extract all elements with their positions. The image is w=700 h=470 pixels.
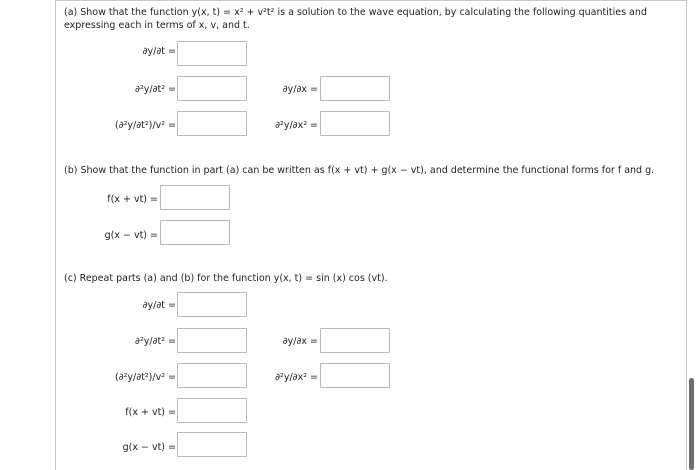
a-dy-dt-input[interactable]	[177, 41, 247, 66]
a-d2y-dx2-input[interactable]	[320, 111, 390, 136]
c-d2y-dt2-over-v2-input[interactable]	[177, 363, 247, 388]
c-g-input[interactable]	[177, 432, 247, 457]
b-g-label: g(x − vt) =	[104, 230, 158, 241]
c-d2y-dt2-over-v2-label: (∂²y/∂t²)/v² =	[114, 372, 176, 383]
c-dy-dt-input[interactable]	[177, 292, 247, 317]
a-d2y-dx2-label: ∂²y/∂x² =	[275, 120, 318, 131]
a-dy-dx-label: ∂y/∂x =	[282, 84, 318, 95]
part-a-prompt-line2: expressing each in terms of x, v, and t.	[64, 20, 250, 31]
c-dy-dt-label: ∂y/∂t =	[142, 300, 176, 311]
a-dy-dx-input[interactable]	[320, 76, 390, 101]
vertical-scrollbar[interactable]	[689, 378, 694, 470]
c-d2y-dx2-input[interactable]	[320, 363, 390, 388]
c-d2y-dt2-input[interactable]	[177, 328, 247, 353]
c-f-label: f(x + vt) =	[125, 407, 176, 418]
c-f-input[interactable]	[177, 398, 247, 423]
part-a-prompt-line1: (a) Show that the function y(x, t) = x² + v²t² is a solution to the wave equation, by calculating the following quantities and	[64, 7, 647, 18]
a-d2y-dt2-input[interactable]	[177, 76, 247, 101]
c-dy-dx-label: ∂y/∂x =	[282, 336, 318, 347]
a-d2y-dt2-label: ∂²y/∂t² =	[135, 84, 176, 95]
a-d2y-dt2-over-v2-label: (∂²y/∂t²)/v² =	[114, 120, 176, 131]
c-dy-dx-input[interactable]	[320, 328, 390, 353]
b-f-input[interactable]	[160, 185, 230, 210]
c-g-label: g(x − vt) =	[122, 442, 176, 453]
part-b-prompt: (b) Show that the function in part (a) can be written as f(x + vt) + g(x − vt), and determine the functional forms for f and g.	[64, 165, 655, 176]
c-d2y-dx2-label: ∂²y/∂x² =	[275, 372, 318, 383]
a-dy-dt-label: ∂y/∂t =	[142, 46, 176, 57]
c-d2y-dt2-label: ∂²y/∂t² =	[135, 336, 176, 347]
b-f-label: f(x + vt) =	[107, 194, 158, 205]
part-c-prompt: (c) Repeat parts (a) and (b) for the function y(x, t) = sin (x) cos (vt).	[64, 273, 388, 284]
b-g-input[interactable]	[160, 220, 230, 245]
a-d2y-dt2-over-v2-input[interactable]	[177, 111, 247, 136]
